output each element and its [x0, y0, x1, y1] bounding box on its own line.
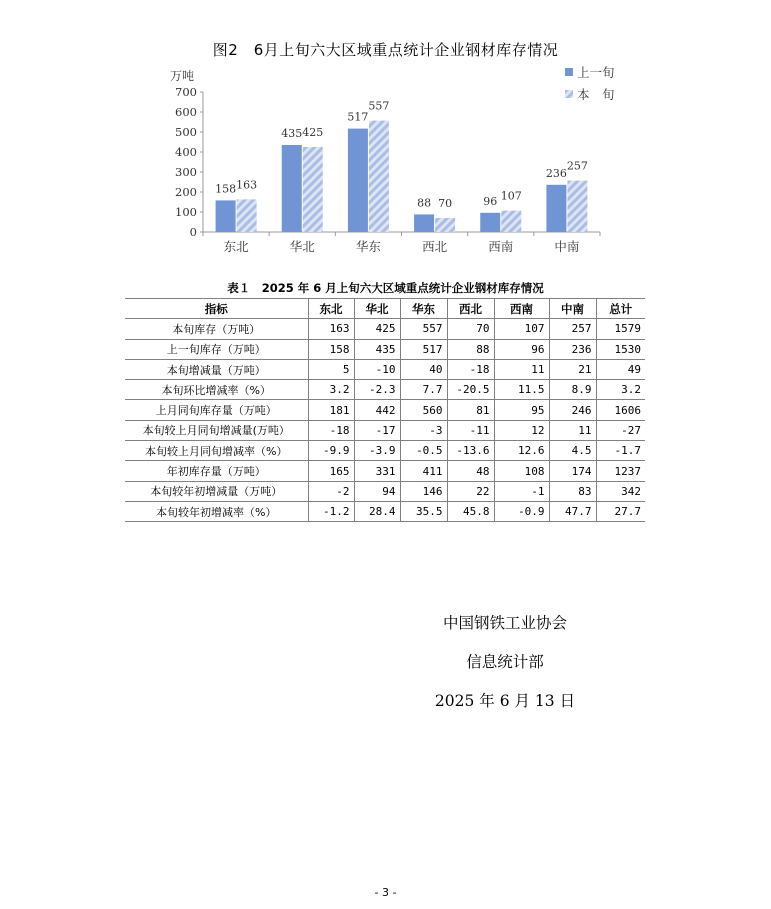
bar-previous — [480, 213, 500, 232]
data-label: 88 — [417, 196, 432, 210]
x-tick-label: 西南 — [488, 239, 514, 254]
table-cell: -27 — [596, 420, 645, 440]
table-cell: 95 — [494, 400, 549, 420]
column-header: 西南 — [494, 299, 549, 319]
data-label: 107 — [500, 189, 522, 203]
table-cell: 28.4 — [354, 501, 400, 521]
x-tick-label: 中南 — [554, 239, 580, 254]
row-label: 本旬较年初增减量（万吨） — [125, 481, 308, 501]
table-cell: 11.5 — [494, 380, 549, 400]
table-cell: 331 — [354, 461, 400, 481]
table-cell: 174 — [549, 461, 596, 481]
table-title: 表１ 2025 年 6 月上旬六大区域重点统计企业钢材库存情况 — [227, 281, 544, 295]
table-row — [125, 359, 645, 379]
row-label: 本旬较年初增减率（%） — [125, 501, 308, 521]
table-cell: 158 — [308, 339, 354, 359]
table-cell: 342 — [596, 481, 645, 501]
x-tick-label: 东北 — [223, 239, 249, 254]
y-tick-label: 400 — [175, 145, 197, 159]
table-header-row — [125, 299, 645, 319]
table-cell: 27.7 — [596, 501, 645, 521]
row-label: 上一旬库存（万吨） — [125, 339, 308, 359]
table-cell: 94 — [354, 481, 400, 501]
y-tick-label: 300 — [175, 165, 197, 179]
data-label: 70 — [438, 197, 453, 210]
y-tick-label: 600 — [175, 105, 197, 119]
table-cell: -2.3 — [354, 380, 400, 400]
table-cell: -3.9 — [354, 441, 400, 461]
y-tick-label: 200 — [175, 185, 197, 199]
x-tick-label: 华东 — [355, 239, 381, 254]
table-cell: 246 — [549, 400, 596, 420]
table-cell: 22 — [447, 481, 494, 501]
table-cell: 40 — [400, 359, 447, 379]
column-header: 总计 — [596, 299, 645, 319]
bar-previous — [348, 129, 368, 232]
bar-chart — [160, 62, 630, 262]
signature-date: 2025 年 6 月 13 日 — [434, 692, 576, 710]
table-cell: -18 — [447, 359, 494, 379]
legend-label: 本 旬 — [577, 87, 615, 102]
row-label: 上月同旬库存量（万吨） — [125, 400, 308, 420]
legend-swatch-previous — [565, 68, 573, 76]
table-cell: -13.6 — [447, 441, 494, 461]
x-tick-label: 华北 — [289, 239, 315, 254]
table-cell: 1237 — [596, 461, 645, 481]
y-axis-unit: 万吨 — [170, 69, 195, 83]
column-header: 华北 — [354, 299, 400, 319]
table-cell: 1606 — [596, 400, 645, 420]
signature-department: 信息统计部 — [466, 653, 544, 671]
table-cell: 107 — [494, 319, 549, 339]
table-cell: 146 — [400, 481, 447, 501]
table-row — [125, 339, 645, 359]
table-cell: -2 — [308, 481, 354, 501]
table-cell: 12.6 — [494, 441, 549, 461]
row-label: 本旬环比增减率（%） — [125, 380, 308, 400]
table-cell: -3 — [400, 420, 447, 440]
table-row — [125, 501, 645, 521]
table-row — [125, 461, 645, 481]
table-row — [125, 319, 645, 339]
row-label: 本旬库存（万吨） — [125, 319, 308, 339]
bar-current — [369, 121, 389, 232]
table-row — [125, 400, 645, 420]
bar-previous — [282, 145, 302, 232]
bar-current — [237, 199, 257, 232]
table-cell: 5 — [308, 359, 354, 379]
table-cell: 35.5 — [400, 501, 447, 521]
table-row — [125, 441, 645, 461]
data-label: 425 — [302, 126, 324, 139]
bar-current — [567, 181, 587, 232]
table-cell: 557 — [400, 319, 447, 339]
data-label: 163 — [236, 178, 258, 192]
table-cell: -9.9 — [308, 441, 354, 461]
table-cell: 48 — [447, 461, 494, 481]
table-cell: -1.7 — [596, 441, 645, 461]
row-label: 年初库存量（万吨） — [125, 461, 308, 481]
page-number: - 3 - — [374, 886, 397, 899]
table-cell: -1 — [494, 481, 549, 501]
table-cell: 81 — [447, 400, 494, 420]
table-cell: 8.9 — [549, 380, 596, 400]
table-cell: 163 — [308, 319, 354, 339]
table-cell: 165 — [308, 461, 354, 481]
table-cell: 425 — [354, 319, 400, 339]
figure-title: 图2 6月上旬六大区域重点统计企业钢材库存情况 — [212, 41, 559, 59]
table-row — [125, 380, 645, 400]
data-label: 96 — [483, 194, 498, 208]
chart-canvas — [160, 62, 630, 262]
table-cell: 7.7 — [400, 380, 447, 400]
table-cell: 70 — [447, 319, 494, 339]
bar-previous — [216, 200, 236, 232]
table-cell: -1.2 — [308, 501, 354, 521]
table-cell: 83 — [549, 481, 596, 501]
data-label: 236 — [545, 166, 567, 180]
bar-previous — [414, 214, 434, 232]
column-header: 东北 — [308, 299, 354, 319]
table-cell: 11 — [549, 420, 596, 440]
legend-label: 上一旬 — [577, 65, 615, 80]
table-cell: -10 — [354, 359, 400, 379]
x-tick-label: 西北 — [422, 239, 448, 254]
row-label: 本旬较上月同旬增减量(万吨） — [125, 420, 308, 440]
row-label: 本旬增减量（万吨） — [125, 359, 308, 379]
table-cell: 236 — [549, 339, 596, 359]
table-cell: 560 — [400, 400, 447, 420]
column-header: 中南 — [549, 299, 596, 319]
bar-previous — [546, 185, 566, 232]
bar-current — [303, 147, 323, 232]
column-header: 华东 — [400, 299, 447, 319]
table-cell: 442 — [354, 400, 400, 420]
table-cell: 45.8 — [447, 501, 494, 521]
table-cell: -0.9 — [494, 501, 549, 521]
table-cell: 181 — [308, 400, 354, 420]
table-cell: 517 — [400, 339, 447, 359]
row-label: 本旬较上月同旬增减率（%） — [125, 441, 308, 461]
table-cell: 96 — [494, 339, 549, 359]
table-cell: 1530 — [596, 339, 645, 359]
table-cell: -11 — [447, 420, 494, 440]
column-header: 西北 — [447, 299, 494, 319]
bar-current — [435, 218, 455, 232]
table-cell: 435 — [354, 339, 400, 359]
table-cell: 21 — [549, 359, 596, 379]
y-tick-label: 100 — [175, 205, 197, 219]
data-label: 517 — [347, 110, 369, 124]
table-row — [125, 481, 645, 501]
table-row — [125, 420, 645, 440]
legend-swatch-current — [565, 90, 573, 98]
table-cell: 3.2 — [308, 380, 354, 400]
data-label: 435 — [281, 127, 303, 140]
table-cell: 11 — [494, 359, 549, 379]
data-label: 557 — [368, 99, 390, 113]
table-cell: 12 — [494, 420, 549, 440]
bar-current — [501, 211, 521, 232]
data-label: 257 — [566, 159, 588, 173]
table-cell: 411 — [400, 461, 447, 481]
table-cell: 108 — [494, 461, 549, 481]
inventory-table — [125, 298, 645, 522]
table-cell: 257 — [549, 319, 596, 339]
table-cell: -17 — [354, 420, 400, 440]
table-cell: 47.7 — [549, 501, 596, 521]
column-header-indicator: 指标 — [125, 299, 308, 319]
table-cell: 3.2 — [596, 380, 645, 400]
table-cell: 88 — [447, 339, 494, 359]
table-cell: -18 — [308, 420, 354, 440]
table-cell: 4.5 — [549, 441, 596, 461]
table-cell: -0.5 — [400, 441, 447, 461]
y-tick-label: 700 — [175, 85, 197, 99]
table-cell: 49 — [596, 359, 645, 379]
table-cell: 1579 — [596, 319, 645, 339]
y-tick-label: 500 — [175, 125, 197, 139]
data-label: 158 — [215, 182, 237, 196]
table-cell: -20.5 — [447, 380, 494, 400]
signature-organization: 中国钢铁工业协会 — [442, 614, 567, 632]
y-tick-label: 0 — [189, 225, 197, 239]
